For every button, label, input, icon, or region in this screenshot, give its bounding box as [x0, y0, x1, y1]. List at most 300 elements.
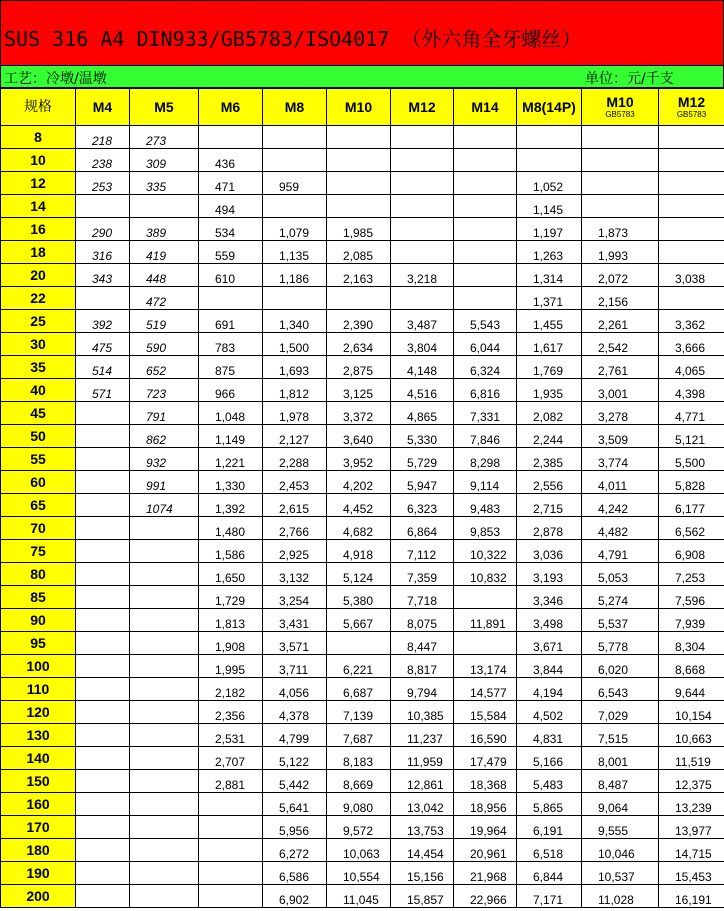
- price-cell: [76, 678, 130, 701]
- price-cell: 3,952: [327, 448, 391, 471]
- price-cell: 3,362: [659, 310, 724, 333]
- table-row: [1, 241, 724, 264]
- price-cell: 4,791: [582, 540, 659, 563]
- table-row: [1, 425, 724, 448]
- column-header: [76, 89, 130, 126]
- price-cell: [327, 287, 391, 310]
- table-row: [1, 149, 724, 172]
- price-cell: 10,554: [327, 862, 391, 885]
- price-cell: [130, 839, 199, 862]
- price-cell: [130, 747, 199, 770]
- price-cell: 9,114: [454, 471, 517, 494]
- price-cell: 3,278: [582, 402, 659, 425]
- price-cell: 9,064: [582, 793, 659, 816]
- price-cell: [454, 195, 517, 218]
- price-cell: 3,666: [659, 333, 724, 356]
- price-cell: 4,378: [263, 701, 327, 724]
- size-cell: 40: [1, 379, 76, 402]
- size-cell: 80: [1, 563, 76, 586]
- price-cell: 2,082: [517, 402, 582, 425]
- price-cell: 571: [76, 379, 130, 402]
- price-cell: 6,543: [582, 678, 659, 701]
- price-cell: [391, 126, 454, 149]
- price-cell: 4,799: [263, 724, 327, 747]
- price-cell: [454, 586, 517, 609]
- price-cell: 3,498: [517, 609, 582, 632]
- price-cell: 4,194: [517, 678, 582, 701]
- table-row: [1, 885, 724, 908]
- column-header: [263, 89, 327, 126]
- price-cell: 6,687: [327, 678, 391, 701]
- price-cell: 3,487: [391, 310, 454, 333]
- price-cell: 2,878: [517, 517, 582, 540]
- price-cell: [76, 839, 130, 862]
- price-cell: 4,056: [263, 678, 327, 701]
- price-cell: 1,314: [517, 264, 582, 287]
- price-cell: 1,935: [517, 379, 582, 402]
- size-cell: 22: [1, 287, 76, 310]
- unit-label: 单位：元/千支: [585, 71, 674, 87]
- price-cell: 1,729: [199, 586, 263, 609]
- price-cell: 15,156: [391, 862, 454, 885]
- price-cell: 1,079: [263, 218, 327, 241]
- price-cell: 2,182: [199, 678, 263, 701]
- price-cell: 3,804: [391, 333, 454, 356]
- price-cell: 590: [130, 333, 199, 356]
- price-cell: 1,586: [199, 540, 263, 563]
- price-cell: [582, 149, 659, 172]
- price-cell: 3,571: [263, 632, 327, 655]
- price-cell: 1,048: [199, 402, 263, 425]
- table-row: [1, 563, 724, 586]
- price-cell: 12,861: [391, 770, 454, 793]
- price-cell: 1,186: [263, 264, 327, 287]
- column-header-label: 规格: [24, 98, 52, 115]
- price-cell: 791: [130, 402, 199, 425]
- price-cell: 1,480: [199, 517, 263, 540]
- price-cell: [76, 448, 130, 471]
- size-cell: 170: [1, 816, 76, 839]
- price-cell: 19,964: [454, 816, 517, 839]
- price-cell: 4,452: [327, 494, 391, 517]
- price-cell: 6,221: [327, 655, 391, 678]
- size-cell: 12: [1, 172, 76, 195]
- price-cell: 10,154: [659, 701, 724, 724]
- column-header: [454, 89, 517, 126]
- price-cell: 22,966: [454, 885, 517, 908]
- price-cell: 18,956: [454, 793, 517, 816]
- price-cell: [130, 793, 199, 816]
- price-cell: 534: [199, 218, 263, 241]
- price-cell: 5,543: [454, 310, 517, 333]
- price-cell: [76, 724, 130, 747]
- price-cell: 5,330: [391, 425, 454, 448]
- price-cell: 6,323: [391, 494, 454, 517]
- price-cell: 3,711: [263, 655, 327, 678]
- price-cell: 10,663: [659, 724, 724, 747]
- price-cell: 8,669: [327, 770, 391, 793]
- size-cell: 8: [1, 126, 76, 149]
- size-cell: 60: [1, 471, 76, 494]
- price-cell: 389: [130, 218, 199, 241]
- price-cell: [76, 425, 130, 448]
- table-row: [1, 770, 724, 793]
- size-cell: 95: [1, 632, 76, 655]
- price-cell: 5,667: [327, 609, 391, 632]
- price-cell: 4,918: [327, 540, 391, 563]
- price-cell: [659, 218, 724, 241]
- price-cell: 6,324: [454, 356, 517, 379]
- column-header: [659, 89, 724, 126]
- price-cell: [391, 218, 454, 241]
- table-row: [1, 471, 724, 494]
- table-row: [1, 862, 724, 885]
- price-cell: 1,330: [199, 471, 263, 494]
- price-cell: [582, 172, 659, 195]
- price-cell: 10,046: [582, 839, 659, 862]
- table-row: [1, 333, 724, 356]
- size-cell: 150: [1, 770, 76, 793]
- price-cell: 1,978: [263, 402, 327, 425]
- table-row: [1, 747, 724, 770]
- price-cell: [76, 609, 130, 632]
- price-cell: [199, 816, 263, 839]
- price-cell: 9,572: [327, 816, 391, 839]
- size-cell: 55: [1, 448, 76, 471]
- price-cell: [199, 126, 263, 149]
- size-cell: 200: [1, 885, 76, 908]
- table-row: [1, 655, 724, 678]
- price-cell: 4,011: [582, 471, 659, 494]
- price-cell: [659, 287, 724, 310]
- size-cell: 160: [1, 793, 76, 816]
- table-row: [1, 517, 724, 540]
- price-cell: [327, 149, 391, 172]
- price-cell: 5,121: [659, 425, 724, 448]
- table-row: [1, 402, 724, 425]
- price-cell: 7,171: [517, 885, 582, 908]
- price-cell: 11,237: [391, 724, 454, 747]
- price-cell: 2,453: [263, 471, 327, 494]
- price-cell: 4,398: [659, 379, 724, 402]
- price-cell: 1,392: [199, 494, 263, 517]
- price-cell: 7,718: [391, 586, 454, 609]
- price-cell: 1,340: [263, 310, 327, 333]
- price-cell: 4,482: [582, 517, 659, 540]
- price-cell: 7,331: [454, 402, 517, 425]
- price-cell: 3,254: [263, 586, 327, 609]
- price-cell: [327, 632, 391, 655]
- price-cell: 2,163: [327, 264, 391, 287]
- price-cell: 8,817: [391, 655, 454, 678]
- price-cell: 11,959: [391, 747, 454, 770]
- table-row: [1, 540, 724, 563]
- price-cell: [263, 195, 327, 218]
- price-cell: 6,908: [659, 540, 724, 563]
- price-cell: [76, 862, 130, 885]
- column-header-label: M5: [154, 98, 174, 115]
- table-row: [1, 287, 724, 310]
- price-cell: 8,075: [391, 609, 454, 632]
- price-cell: [199, 839, 263, 862]
- price-cell: 14,577: [454, 678, 517, 701]
- table-row: [1, 195, 724, 218]
- price-cell: 13,042: [391, 793, 454, 816]
- price-cell: [517, 149, 582, 172]
- price-cell: 8,668: [659, 655, 724, 678]
- price-cell: [391, 287, 454, 310]
- column-header-sublabel: GB5783: [605, 110, 635, 119]
- price-cell: 1,993: [582, 241, 659, 264]
- price-cell: 10,385: [391, 701, 454, 724]
- price-cell: 6,844: [517, 862, 582, 885]
- price-cell: 9,794: [391, 678, 454, 701]
- price-cell: [517, 126, 582, 149]
- size-cell: 120: [1, 701, 76, 724]
- price-cell: 5,865: [517, 793, 582, 816]
- price-cell: [327, 172, 391, 195]
- price-cell: 966: [199, 379, 263, 402]
- size-cell: 35: [1, 356, 76, 379]
- price-cell: 2,542: [582, 333, 659, 356]
- column-header-label: M6: [220, 98, 241, 115]
- price-cell: 4,865: [391, 402, 454, 425]
- price-cell: 3,038: [659, 264, 724, 287]
- price-cell: 8,183: [327, 747, 391, 770]
- price-cell: 519: [130, 310, 199, 333]
- price-cell: 13,753: [391, 816, 454, 839]
- price-cell: 448: [130, 264, 199, 287]
- price-cell: 2,288: [263, 448, 327, 471]
- price-cell: [76, 655, 130, 678]
- price-cell: 13,239: [659, 793, 724, 816]
- price-cell: 2,244: [517, 425, 582, 448]
- info-bar: [0, 66, 724, 88]
- size-cell: 130: [1, 724, 76, 747]
- size-cell: 14: [1, 195, 76, 218]
- title-bar: [0, 0, 724, 66]
- price-cell: 335: [130, 172, 199, 195]
- price-cell: 3,132: [263, 563, 327, 586]
- price-cell: [130, 862, 199, 885]
- price-cell: 21,968: [454, 862, 517, 885]
- size-cell: 50: [1, 425, 76, 448]
- price-cell: 3,640: [327, 425, 391, 448]
- price-cell: 783: [199, 333, 263, 356]
- price-cell: 1,135: [263, 241, 327, 264]
- price-cell: 7,029: [582, 701, 659, 724]
- price-cell: 1,221: [199, 448, 263, 471]
- price-cell: 8,001: [582, 747, 659, 770]
- price-cell: [130, 816, 199, 839]
- price-cell: 5,947: [391, 471, 454, 494]
- price-cell: 4,065: [659, 356, 724, 379]
- price-cell: 5,500: [659, 448, 724, 471]
- column-header: [582, 89, 659, 126]
- price-cell: [76, 540, 130, 563]
- price-cell: 494: [199, 195, 263, 218]
- price-cell: 5,828: [659, 471, 724, 494]
- price-cell: 5,122: [263, 747, 327, 770]
- price-cell: 12,375: [659, 770, 724, 793]
- price-cell: 3,346: [517, 586, 582, 609]
- price-cell: [199, 862, 263, 885]
- price-cell: 5,442: [263, 770, 327, 793]
- price-cell: 2,127: [263, 425, 327, 448]
- price-cell: 5,124: [327, 563, 391, 586]
- column-header: [327, 89, 391, 126]
- price-cell: [391, 149, 454, 172]
- price-cell: [130, 586, 199, 609]
- price-cell: 3,509: [582, 425, 659, 448]
- price-cell: 5,778: [582, 632, 659, 655]
- price-cell: [391, 241, 454, 264]
- price-cell: [391, 172, 454, 195]
- price-cell: [76, 793, 130, 816]
- column-header: [391, 89, 454, 126]
- size-cell: 45: [1, 402, 76, 425]
- price-cell: 1,371: [517, 287, 582, 310]
- table-row: [1, 264, 724, 287]
- price-cell: 6,272: [263, 839, 327, 862]
- price-cell: [263, 287, 327, 310]
- price-cell: [130, 540, 199, 563]
- price-cell: 2,715: [517, 494, 582, 517]
- price-cell: 1,145: [517, 195, 582, 218]
- size-cell: 30: [1, 333, 76, 356]
- price-cell: 2,875: [327, 356, 391, 379]
- table-row: [1, 448, 724, 471]
- price-cell: 2,925: [263, 540, 327, 563]
- price-cell: [454, 172, 517, 195]
- price-cell: 5,274: [582, 586, 659, 609]
- price-cell: 7,359: [391, 563, 454, 586]
- price-cell: 4,682: [327, 517, 391, 540]
- size-cell: 70: [1, 517, 76, 540]
- column-header-label: M14: [471, 98, 499, 115]
- price-cell: [130, 885, 199, 908]
- price-cell: 6,902: [263, 885, 327, 908]
- price-cell: 2,385: [517, 448, 582, 471]
- table-row: [1, 678, 724, 701]
- price-cell: 1,813: [199, 609, 263, 632]
- price-cell: [130, 195, 199, 218]
- price-cell: [454, 632, 517, 655]
- price-cell: 1,149: [199, 425, 263, 448]
- price-cell: [199, 287, 263, 310]
- size-cell: 110: [1, 678, 76, 701]
- price-cell: 691: [199, 310, 263, 333]
- price-cell: 2,072: [582, 264, 659, 287]
- price-cell: 3,036: [517, 540, 582, 563]
- price-cell: 4,242: [582, 494, 659, 517]
- column-header-size: [1, 89, 76, 126]
- price-cell: 4,202: [327, 471, 391, 494]
- price-cell: 8,447: [391, 632, 454, 655]
- price-cell: 9,483: [454, 494, 517, 517]
- price-cell: 1,693: [263, 356, 327, 379]
- price-cell: 5,729: [391, 448, 454, 471]
- size-cell: 75: [1, 540, 76, 563]
- table-row: [1, 586, 724, 609]
- price-cell: 1,873: [582, 218, 659, 241]
- price-cell: [391, 195, 454, 218]
- price-cell: 7,112: [391, 540, 454, 563]
- price-cell: [582, 126, 659, 149]
- price-cell: 6,191: [517, 816, 582, 839]
- price-cell: [76, 747, 130, 770]
- price-cell: 7,139: [327, 701, 391, 724]
- price-cell: 7,687: [327, 724, 391, 747]
- price-cell: 436: [199, 149, 263, 172]
- price-cell: 2,634: [327, 333, 391, 356]
- price-cell: 15,453: [659, 862, 724, 885]
- price-cell: 1,197: [517, 218, 582, 241]
- price-cell: 7,846: [454, 425, 517, 448]
- price-cell: [199, 793, 263, 816]
- price-cell: 1,995: [199, 655, 263, 678]
- table-row: [1, 609, 724, 632]
- price-cell: 2,556: [517, 471, 582, 494]
- price-cell: 862: [130, 425, 199, 448]
- column-header-label: M12: [677, 94, 706, 110]
- column-header: [199, 89, 263, 126]
- price-cell: [76, 632, 130, 655]
- price-cell: 7,596: [659, 586, 724, 609]
- price-cell: 2,156: [582, 287, 659, 310]
- price-cell: 14,715: [659, 839, 724, 862]
- price-cell: 475: [76, 333, 130, 356]
- price-cell: 3,431: [263, 609, 327, 632]
- price-cell: [659, 241, 724, 264]
- table-row: [1, 724, 724, 747]
- price-cell: 471: [199, 172, 263, 195]
- price-cell: 10,063: [327, 839, 391, 862]
- table-row: [1, 816, 724, 839]
- price-cell: [76, 816, 130, 839]
- price-cell: [130, 609, 199, 632]
- table-row: [1, 839, 724, 862]
- size-cell: 25: [1, 310, 76, 333]
- price-cell: 1074: [130, 494, 199, 517]
- table-row: [1, 701, 724, 724]
- price-cell: 3,001: [582, 379, 659, 402]
- price-cell: [130, 678, 199, 701]
- price-cell: 18,368: [454, 770, 517, 793]
- table-row: [1, 218, 724, 241]
- price-cell: 6,586: [263, 862, 327, 885]
- price-cell: 472: [130, 287, 199, 310]
- size-cell: 20: [1, 264, 76, 287]
- price-cell: [76, 287, 130, 310]
- price-cell: 875: [199, 356, 263, 379]
- price-cell: 13,977: [659, 816, 724, 839]
- price-cell: 4,502: [517, 701, 582, 724]
- price-cell: 290: [76, 218, 130, 241]
- column-header-label: M4: [92, 98, 113, 115]
- price-cell: [454, 287, 517, 310]
- price-cell: 6,518: [517, 839, 582, 862]
- price-cell: 932: [130, 448, 199, 471]
- price-cell: [659, 126, 724, 149]
- price-cell: 7,253: [659, 563, 724, 586]
- price-cell: 5,053: [582, 563, 659, 586]
- price-cell: [130, 632, 199, 655]
- price-cell: 7,939: [659, 609, 724, 632]
- column-header-label: M8(14P): [522, 98, 576, 115]
- price-cell: 5,956: [263, 816, 327, 839]
- column-header-label: M10: [344, 98, 373, 115]
